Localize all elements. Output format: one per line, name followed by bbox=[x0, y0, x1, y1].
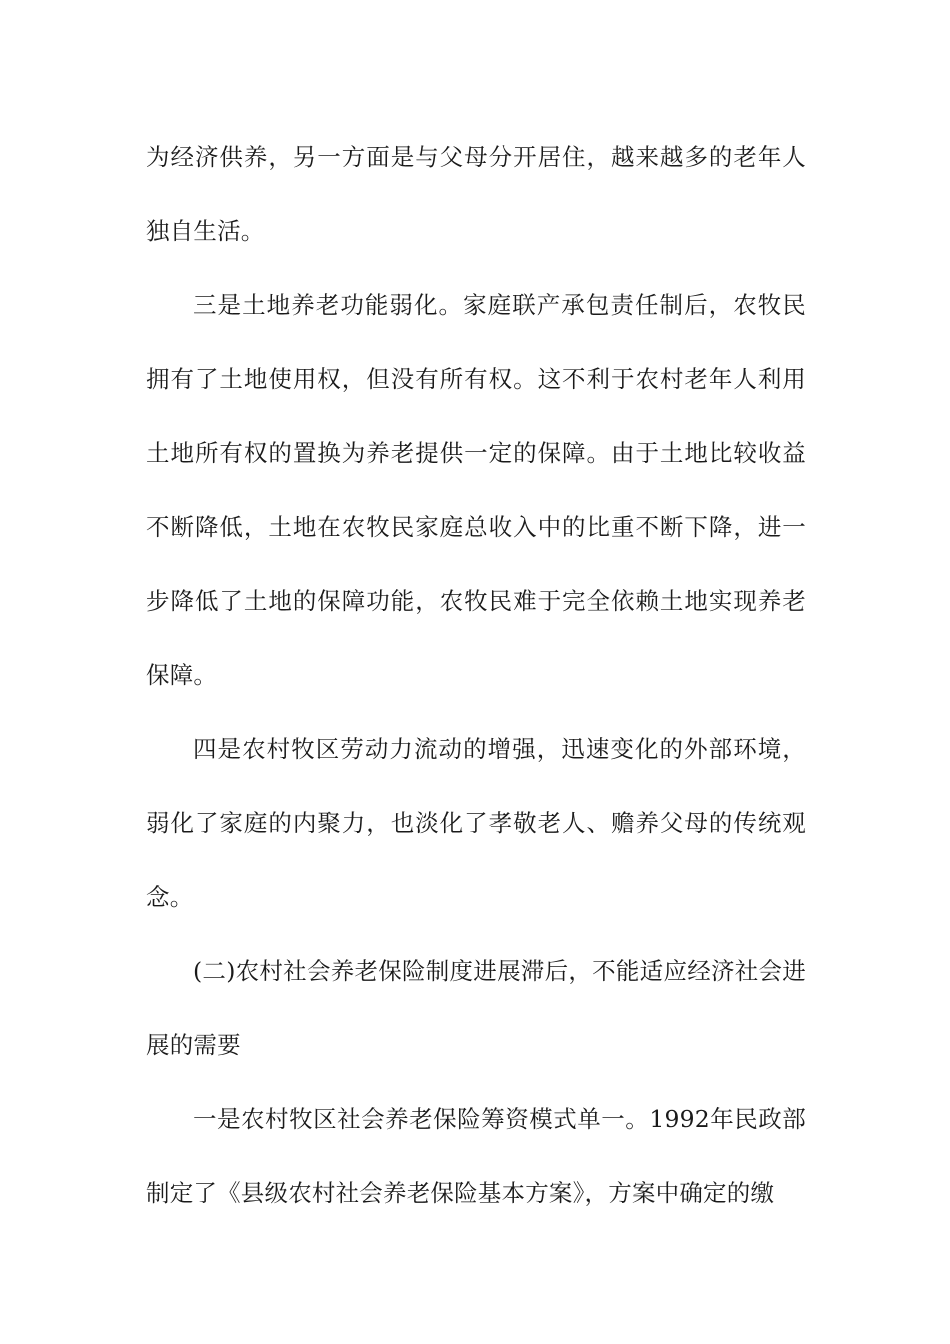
paragraph-land-pension: 三是土地养老功能弱化。家庭联产承包责任制后，农牧民拥有了土地使用权，但没有所有权。这不利于农村老年人利用土地所有权的置换为养老提供一定的保障。由于土地比较收益不断降低，土地在农牧民家庭总收入中的比重不断下降，进一步降低了土地的保障功能，农牧民难于完全依赖土地实现养老保障。 bbox=[146, 291, 806, 689]
paragraph-labor-mobility: 四是农村牧区劳动力流动的增强，迅速变化的外部环境，弱化了家庭的内聚力，也淡化了孝敬老人、赡养父母的传统观念。 bbox=[146, 735, 806, 911]
section-heading-rural-insurance: (二)农村社会养老保险制度进展滞后，不能适应经济社会进展的需要 bbox=[146, 957, 806, 1059]
document-page bbox=[146, 120, 806, 1230]
paragraph-continuation: 为经济供养，另一方面是与父母分开居住，越来越多的老年人独自生活。 bbox=[146, 143, 806, 245]
paragraph-funding-model: 一是农村牧区社会养老保险筹资模式单一。1992年民政部制定了《县级农村社会养老保险基本方案》，方案中确定的缴 bbox=[146, 1105, 806, 1207]
